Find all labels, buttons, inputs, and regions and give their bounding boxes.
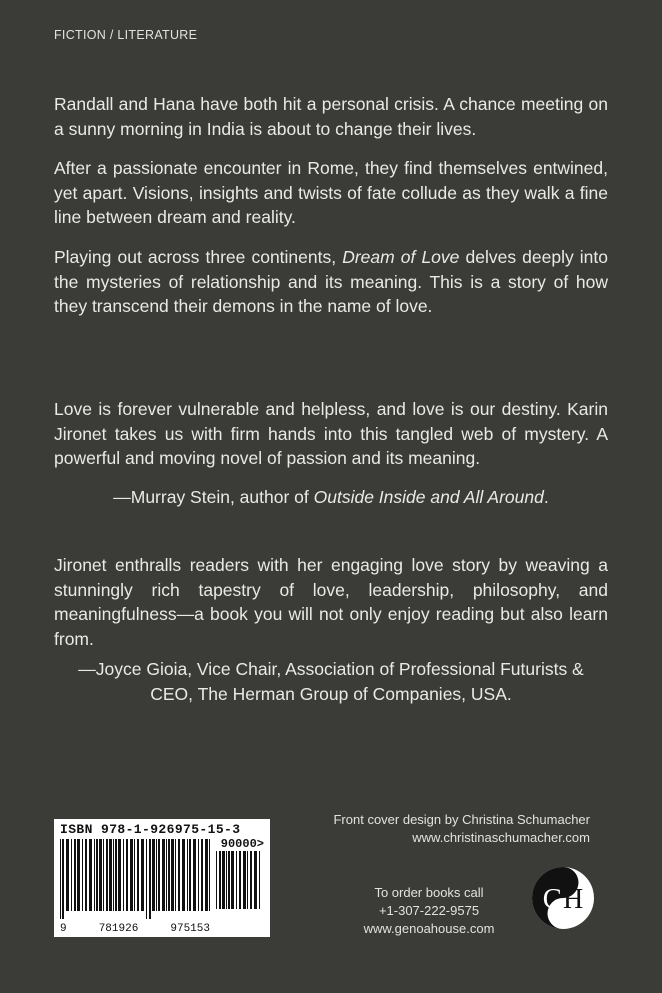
barcode-bar [149,839,151,919]
barcode-bar [236,851,237,909]
barcode-bar [82,839,83,911]
barcode-bar [228,851,230,909]
order-phone: +1-307-222-9575 [378,903,480,918]
cover-design-credit [333,811,590,847]
order-info [344,884,514,938]
barcode-bar [85,839,87,911]
barcode-bar [62,839,64,919]
barcode-bar [250,851,252,909]
barcode-bar [74,839,76,911]
barcode-bar [126,839,128,911]
review-1-attribution [54,485,608,510]
barcode-bar [60,839,61,919]
barcode-bar [231,851,234,909]
barcode-bar [216,851,217,909]
blurb-paragraph-1: Randall and Hana have both hit a personal crisis. A chance meeting on a sunny morning in India is about to change their lives. [54,94,608,139]
barcode-bar [77,839,80,911]
barcode-bar [201,839,203,911]
review-2-text: Jironet enthralls readers with her engaging love story by weaving a stunningly rich tapestry of love, leadership, philosophy, and meaningfulness—a book you will not only enjoy reading but also learn from. [54,555,608,649]
barcode-bar [226,851,227,909]
review-1-attr-prefix: —Murray Stein, author of [113,487,314,507]
logo-letters [543,884,583,915]
ean-barcode-bars [60,839,212,919]
order-website: www.genoahouse.com [363,921,495,936]
barcode-bar [137,839,139,911]
barcode-bar [171,839,174,911]
review-1-attr-title: Outside Inside and All Around [313,487,544,507]
barcode-bar [96,839,98,911]
credit-line-1: Front cover design by Christina Schumacher [333,812,590,827]
barcode-bar [66,839,69,911]
barcode-bar [162,839,165,911]
barcode-bar [106,839,108,911]
barcode-bar [205,839,208,911]
barcode-bar [146,839,147,919]
review-2-attr-line1: —Joyce Gioia, Vice Chair, Association of Professional Futurists & [78,659,584,679]
barcode-bar [187,839,188,911]
barcode-bar [198,839,199,911]
review-1-attr-suffix: . [543,487,549,507]
isbn-number: ISBN 978-1-926975-15-3 [60,822,241,837]
barcode-bar [254,851,257,909]
barcode-bar [158,839,160,911]
barcode-bar [94,839,95,911]
barcode-bar [71,839,72,911]
order-line-1: To order books call [374,885,484,900]
blurb-p3-after: delves deeply into the mysteries of relationship and its meaning. This is a story of how they transcend their demons in the name of love. [54,247,609,316]
blurb-paragraph-2: After a passionate encounter in Rome, they find themselves entwined, yet apart. Visions, insights and twists of fate collude as they walk a fine line between dream and reality. [54,158,608,227]
ean-digit-lead: 9 [60,923,67,935]
barcode-bar [219,851,221,909]
barcode-bar [152,839,155,911]
review-2-attr-line2: CEO, The Herman Group of Companies, USA. [150,683,512,704]
logo-letter: G [542,884,563,915]
barcode-bar [222,851,225,909]
barcode-bar [166,839,167,911]
barcode-bar [130,839,133,911]
barcode-bar [259,851,260,909]
barcode-bar [178,839,180,911]
category-label: FICTION / LITERATURE [54,28,198,42]
barcode-bar [99,839,102,911]
isbn-barcode [54,819,270,937]
review-2-attribution [54,657,608,706]
blurb-p3-before: Playing out across three continents, [54,247,343,267]
ean-digits [60,923,210,935]
ean-digit-group-2: 975153 [170,923,210,935]
barcode-bar [141,839,144,911]
ean-digit-group-1: 781926 [98,923,139,935]
barcode-bar [113,839,114,911]
barcode-bar [209,839,210,911]
book-title-inline: Dream of Love [342,247,460,267]
barcode-bar [168,839,170,911]
review-1-text: Love is forever vulnerable and helpless, and love is our destiny. Karin Jironet takes us with firm hands into this tangled web of mystery. A powerful and moving novel of passion and its meaning. [54,399,608,468]
logo-letter: H [563,884,584,915]
barcode-bar [247,851,248,909]
barcode-bar [109,839,112,911]
barcode-bar [115,839,117,911]
barcode-bar [189,839,191,911]
barcode-bar [123,839,124,911]
genoa-house-logo [531,866,595,930]
barcode-bar [239,851,241,909]
addon-barcode-bars [216,851,264,917]
barcode-bar [103,839,104,911]
credit-website: www.christinaschumacher.com [412,830,590,845]
blurb-paragraph-3 [54,245,608,319]
price-code: 90000> [220,837,264,851]
barcode-bar [175,839,176,911]
barcode-bar [89,839,92,911]
barcode-bar [243,851,246,909]
barcode-bar [182,839,185,911]
barcode-bar [134,839,135,911]
barcode-bar [156,839,157,911]
barcode-bar [193,839,196,911]
barcode-bar [118,839,121,911]
